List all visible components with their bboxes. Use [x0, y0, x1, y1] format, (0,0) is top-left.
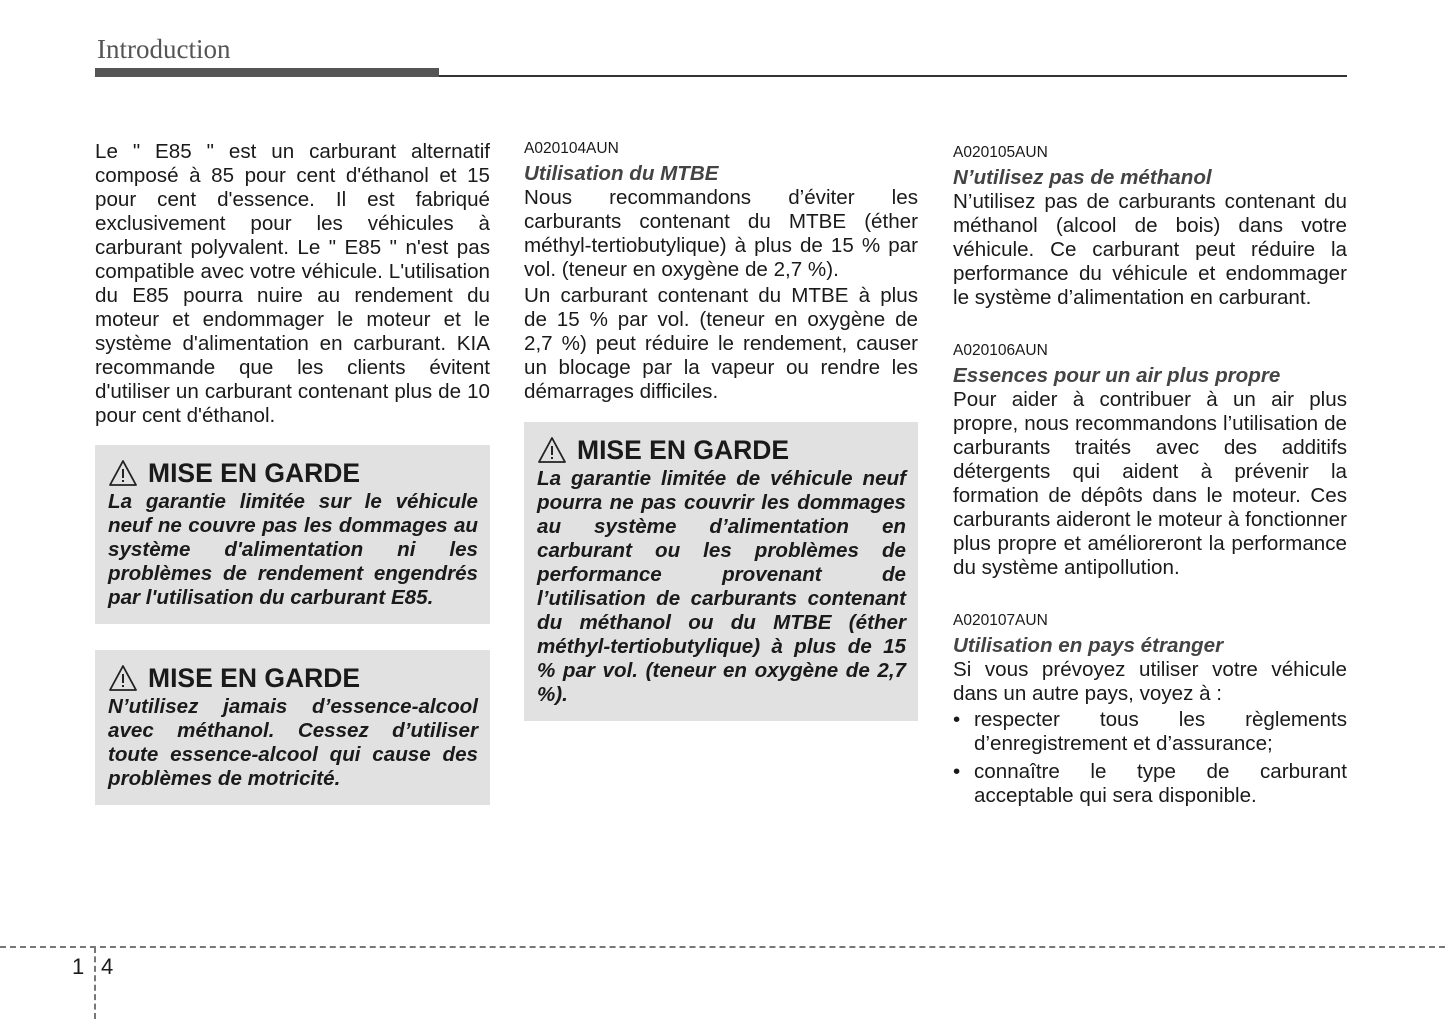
warning-header: [108, 662, 478, 694]
bullet-dot: •: [953, 708, 961, 731]
warning-text: N’utilisez jamais d’essence-alcool avec méthanol. Cessez d’utiliser toute essence-alcool qui cause des problèmes de motricité.: [108, 695, 478, 790]
list-item: • connaître le type de carburant acceptable qui sera disponible.: [953, 760, 1347, 807]
warning-triangle-icon: [537, 436, 567, 464]
warning-triangle-icon: [108, 664, 138, 692]
warning-box-methanol: [95, 650, 490, 805]
section-code: A020104AUN: [524, 140, 619, 157]
section-code: A020106AUN: [953, 342, 1048, 359]
bullet-dot: •: [953, 760, 961, 783]
section-heading: Utilisation en pays étranger: [953, 634, 1224, 657]
warning-header: [537, 434, 906, 466]
page-title: Introduction: [97, 34, 231, 64]
mtbe-paragraph-1: Nous recommandons d’éviter les carburants contenant du MTBE (éther méthyl-tertiobutylique) à plus de 15 % par vol. (teneur en oxygène de 2,7 %).: [524, 186, 918, 281]
section-heading: Utilisation du MTBE: [524, 162, 719, 185]
warning-header: [108, 457, 478, 489]
e85-paragraph: Le " E85 " est un carburant alternatif composé à 85 pour cent d'éthanol et 15 pour cent d'essence. Il est fabriqué exclusivement pour les véhicules à carburant polyvalent. Le " E85 " n'est pas compatible avec votre véhicule. L'utilisation du E85 pourra nuire au rendement du moteur et endommager le moteur et le système d'alimentation en carburant. KIA recommande que les clients évitent d'utiliser un carburant contenant plus de 10 pour cent d'éthanol.: [95, 140, 490, 427]
column-2: [524, 140, 918, 721]
methanol-paragraph: N’utilisez pas de carburants contenant du méthanol (alcool de bois) dans votre véhicule. Ce carburant peut réduire la performance du véhicule et endommager le système d’alimentation en carburant.: [953, 190, 1347, 309]
warning-triangle-icon: [108, 459, 138, 487]
footer-dashed-rule: [0, 946, 1445, 948]
list-item: • respecter tous les règlements d’enregistrement et d’assurance;: [953, 708, 1347, 755]
section-code: A020105AUN: [953, 144, 1048, 161]
clean-air-paragraph: Pour aider à contribuer à un air plus propre, nous recommandons l’utilisation de carburants traités avec des additifs détergents qui aident à prévenir la formation de dépôts dans le moteur. Ces carburants aideront le moteur à fonctionner plus propre et amélioreront la performance du système antipollution.: [953, 388, 1347, 579]
warning-title: MISE EN GARDE: [577, 435, 790, 465]
warning-title: MISE EN GARDE: [148, 458, 361, 488]
warning-box-e85: [95, 445, 490, 624]
footer-dashed-divider: [94, 947, 96, 1019]
header-rule-thick: [95, 68, 439, 77]
section-heading: N’utilisez pas de méthanol: [953, 166, 1212, 189]
column-1: [95, 140, 490, 805]
foreign-country-paragraph: Si vous prévoyez utiliser votre véhicule dans un autre pays, voyez à :: [953, 658, 1347, 705]
column-3: [953, 144, 1347, 812]
chapter-number: 1: [72, 954, 85, 979]
warning-text: La garantie limitée sur le véhicule neuf ne couvre pas les dommages au système d'alimentation ni les problèmes de rendement engendrés par l'utilisation du carburant E85.: [108, 490, 478, 609]
warning-box-mtbe: [524, 422, 918, 721]
header-rule-thin: [439, 75, 1347, 77]
warning-title: MISE EN GARDE: [148, 663, 361, 693]
mtbe-paragraph-2: Un carburant contenant du MTBE à plus de 15 % par vol. (teneur en oxygène de 2,7 %) peut réduire le rendement, causer un blocage par la vapeur ou rendre les démarrages difficiles.: [524, 284, 918, 403]
warning-text: La garantie limitée de véhicule neuf pourra ne pas couvrir les dommages au système d’alimentation en carburant ou les problèmes de performance provenant de l’utilisation de carburants contenant du méthanol ou du MTBE (éther méthyl-tertiobutylique) à plus de 15 % par vol. (teneur en oxygène de 2,7 %).: [537, 467, 906, 706]
page-number: 4: [101, 954, 114, 979]
section-code: A020107AUN: [953, 612, 1048, 629]
section-heading: Essences pour un air plus propre: [953, 364, 1281, 387]
foreign-country-list: [953, 708, 1347, 808]
